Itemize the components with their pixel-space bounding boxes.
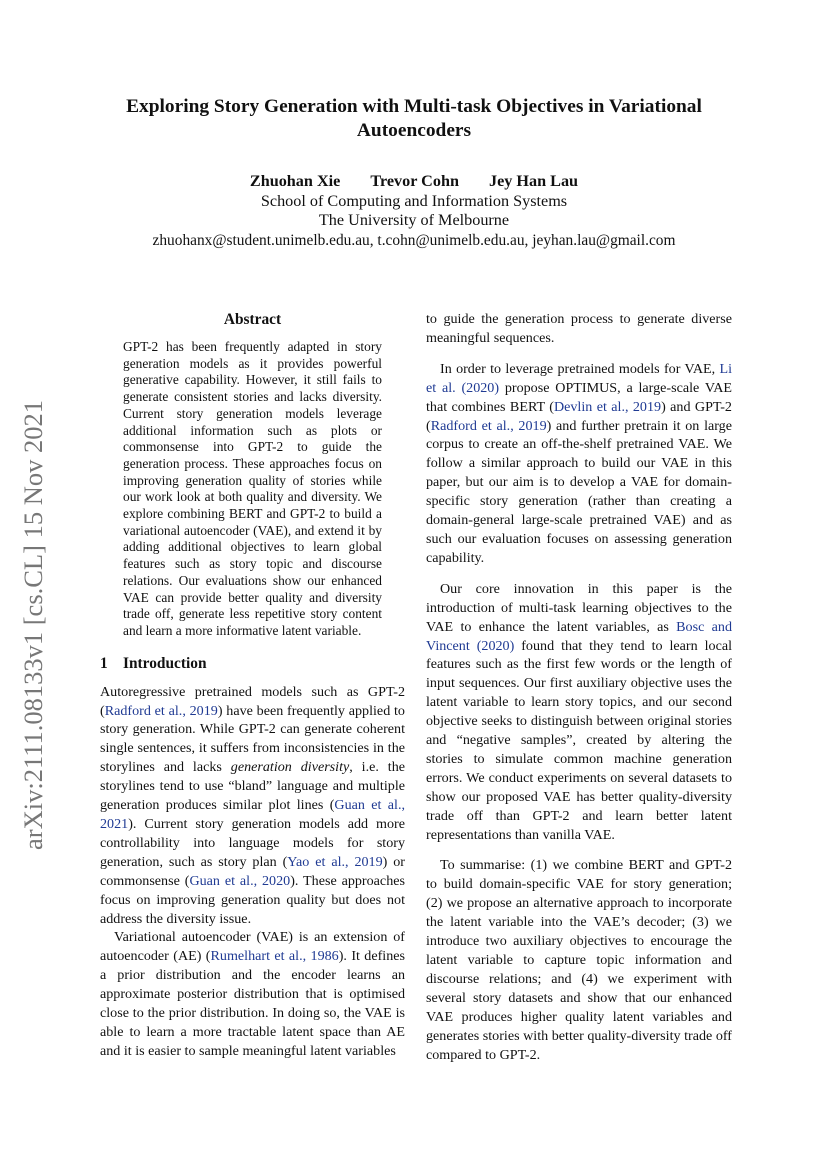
summary-paragraph: To summarise: (1) we combine BERT and GPT-2 to build domain-specific VAE for story generation; (2) we propose an alternative approach to incorporate the latent variable into the VAE’s decoder; (3) we introduce two auxiliary objectives to encourage the latent variable to capture topic information and discourse relations; and (4) we experiment with several story datasets and show that our enhanced VAE produces higher quality latent variables and generates stories with better quality-diversity trade off compared to GPT-2.	[426, 857, 732, 1063]
abstract-heading: Abstract	[223, 311, 282, 328]
citation-link[interactable]: Yao et al., 2019	[287, 853, 383, 870]
citation-link[interactable]: Guan et al., 2020	[189, 872, 291, 889]
text-run: ). It defines a prior distribution and the encoder learns an approximate posterior distribution that is optimised close to the prior distribution. In doing so, the VAE is able to learn a more tractable latent space than AE and it is easier to sample meaningful latent variables	[100, 948, 406, 1059]
section-number: 1	[100, 654, 108, 672]
continued-paragraph: to guide the generation process to generate diverse meaningful sequences.	[426, 311, 732, 346]
affiliation-university: The University of Melbourne	[318, 211, 510, 230]
author-names	[80, 172, 748, 192]
innovation-paragraph	[426, 580, 732, 845]
citation-link[interactable]: Bosc and Vincent (2020)	[426, 618, 733, 654]
section-title: Introduction	[123, 654, 207, 672]
text-run: propose OPTIMUS, a large-scale VAE that combines BERT (	[426, 379, 732, 415]
citation-link[interactable]: Radford et al., 2019	[104, 702, 218, 719]
text-run: In order to leverage pretrained models for VAE,	[440, 360, 720, 377]
emphasis-text: generation diversity	[230, 759, 350, 776]
text-run: ) and GPT-2 (	[426, 398, 732, 434]
arxiv-identifier: arXiv:2111.08133v1 [cs.CL] 15 Nov 2021	[18, 400, 48, 850]
citation-link[interactable]: Devlin et al., 2019	[553, 398, 662, 415]
text-run: found that they tend to learn local features such as the first few words or the length of input sequences. Our first auxiliary objective uses the latent variable to learn story topics, and our second objective seeks to distinguish between original stories and “negative samples”, created by altering the stories to simulate common machine generation errors. We conduct experiments on several datasets to show our proposed VAE has better quality-diversity trade off than GPT-2 and learn better latent representations than vanilla VAE.	[426, 637, 732, 843]
left-column	[100, 310, 405, 1061]
citation-link[interactable]: Li et al. (2020)	[426, 360, 732, 396]
paper-title: Exploring Story Generation with Multi-task Objectives in Variational Autoencoders	[126, 96, 702, 141]
optimus-paragraph	[426, 360, 732, 568]
text-run: , i.e. the storylines tend to use “bland” language and multiple generation produces similar plot lines (	[100, 759, 405, 814]
affiliation-school: School of Computing and Information Systems	[260, 191, 568, 210]
text-run: Our core innovation in this paper is the introduction of multi-task learning objectives to the VAE to enhance the latent variables, as	[426, 580, 732, 635]
citation-link[interactable]: Guan et al., 2021	[100, 797, 405, 832]
arxiv-stamp	[13, 340, 53, 850]
author-block	[80, 172, 748, 250]
abstract-text: GPT-2 has been frequently adapted in story generation models as it provides powerful generative capability. However, it still fails to generate consistent stories and lacks diversity. Current story generation models leverage additional information such as plots or commonsense into GPT-2 to guide the generation process. These approaches focus on improving generation quality of stories while our work look at both quality and diversity. We explore combining BERT and GPT-2 to build a variational autoencoder (VAE), and extend it by adding additional objectives to learn global features such as story topic and discourse relations. Our evaluations show our enhanced VAE can provide better quality and diversity trade off, generate less repetitive story content and learn a more informative latent variable.	[123, 339, 382, 638]
intro-paragraph-1	[100, 683, 405, 929]
citation-link[interactable]: Radford et al., 2019	[430, 417, 547, 434]
text-run: ) and further pretrain it on large corpus to create an off-the-shelf pretrained VAE. We follow a similar approach to build our VAE in this paper, but our aim is to develop a VAE for domain-specific story generation (rather than creating a domain-general large-scale pretrained VAE) and as such our evaluation focuses on assessing generation capability.	[426, 417, 732, 566]
text-run: Variational autoencoder (VAE) is an extension of autoencoder (AE) (	[100, 929, 405, 965]
text-run: ). These approaches focus on improving generation quality but does not address the diversity issue.	[100, 872, 405, 927]
citation-link[interactable]: Rumelhart et al., 1986	[210, 948, 339, 965]
section-heading	[100, 654, 405, 673]
text-run: ) have been frequently applied to story generation. While GPT-2 can generate coherent single sentences, it suffers from inconsistencies in the storylines and lacks	[100, 702, 405, 776]
author-name: Zhuohan Xie	[249, 172, 341, 190]
author-emails: zhuohanx@student.unimelb.edu.au, t.cohn@unimelb.edu.au, jeyhan.lau@gmail.com	[152, 231, 676, 249]
text-run: Autoregressive pretrained models such as GPT-2 (	[100, 683, 405, 719]
text-run: ) or commonsense (	[100, 853, 405, 889]
right-column	[426, 310, 732, 1076]
intro-paragraph-2	[100, 928, 405, 1060]
author-name: Trevor Cohn	[370, 172, 459, 190]
text-run: ). Current story generation models add more controllability into language models for story generation, such as story plan (	[100, 816, 405, 870]
author-name: Jey Han Lau	[489, 172, 579, 190]
